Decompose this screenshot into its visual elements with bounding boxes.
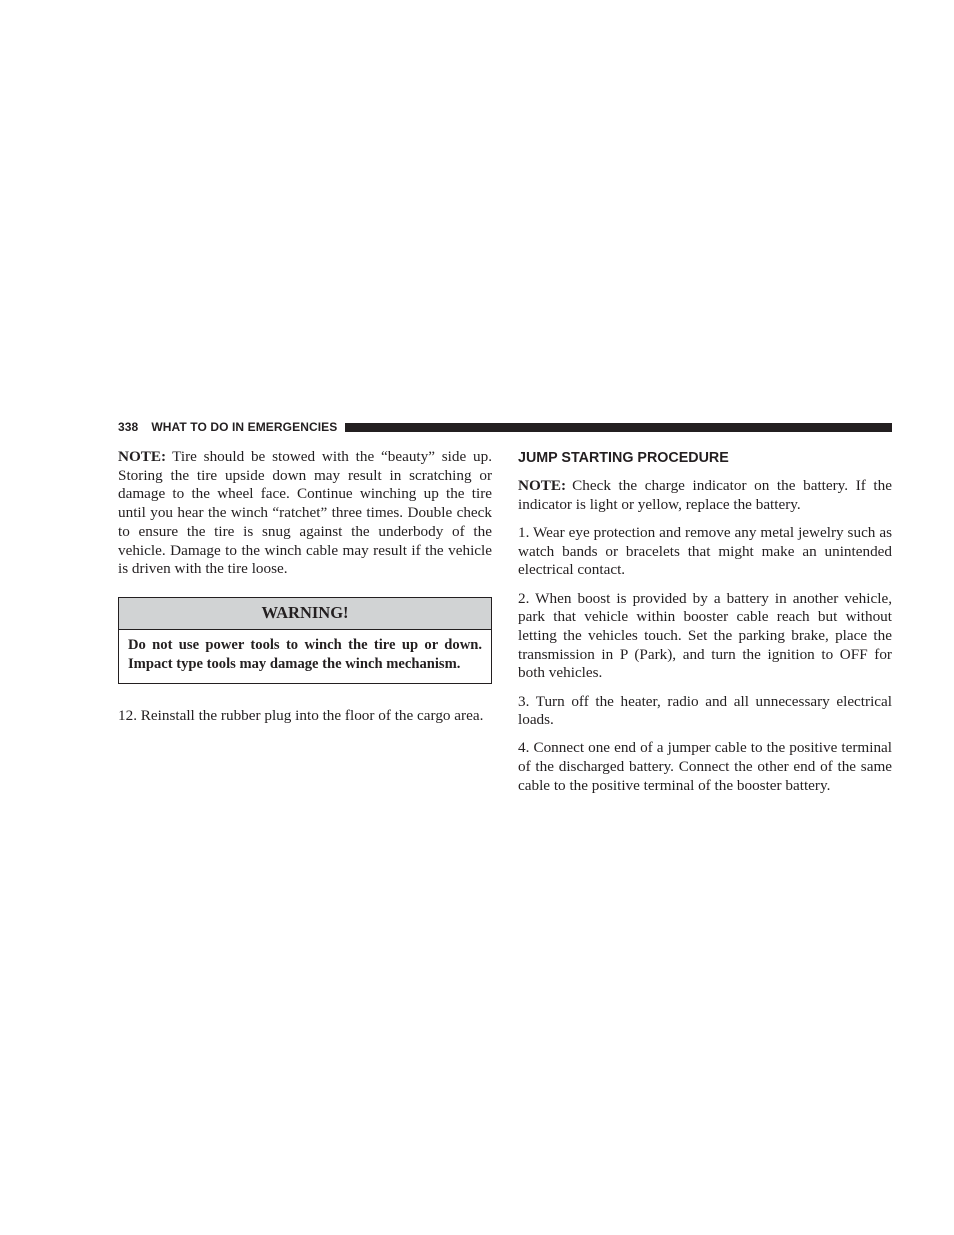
step-3: 3. Turn off the heater, radio and all unnecessary electrical loads. (518, 692, 892, 729)
note-label: NOTE: (518, 477, 567, 494)
page-header (118, 419, 892, 435)
step-12: 12. Reinstall the rubber plug into the floor of the cargo area. (118, 706, 484, 724)
left-column (118, 448, 492, 735)
note-text: Tire should be stowed with the “beauty” side up. Storing the tire upside down may result in scratching or damage to the wheel face. Continue winching up the tire until you hear the winch “ratchet” three times. Double check to ensure the tire is snug against the underbody of the vehicle. Damage to the winch cable may result if the vehicle is driven with the tire loose. (118, 448, 492, 578)
section-title: WHAT TO DO IN EMERGENCIES (151, 420, 338, 434)
note-label: NOTE: (118, 448, 167, 465)
header-rule (345, 423, 892, 432)
page-number: 338 (118, 420, 139, 434)
note-text: Check the charge indicator on the battery. If the indicator is light or yellow, replace the battery. (518, 477, 892, 513)
battery-note (518, 477, 892, 514)
tire-note (118, 448, 492, 579)
warning-title: WARNING! (119, 598, 491, 630)
right-column (518, 449, 892, 805)
step-4: 4. Connect one end of a jumper cable to the positive terminal of the discharged battery. Connect the other end of the same cable to the positive terminal of the booster battery. (518, 739, 892, 794)
procedure-heading: JUMP STARTING PROCEDURE (518, 450, 729, 466)
step-1: 1. Wear eye protection and remove any metal jewelry such as watch bands or bracelets that might make an unintended electrical contact. (518, 523, 892, 579)
warning-box (118, 597, 492, 684)
warning-body: Do not use power tools to winch the tire up or down. Impact type tools may damage the winch mechanism. (128, 636, 482, 672)
step-2: 2. When boost is provided by a battery in another vehicle, park that vehicle within booster cable reach but without letting the vehicles touch. Set the parking brake, place the transmission in P (Park), and turn the ignition to OFF for both vehicles. (518, 589, 892, 682)
